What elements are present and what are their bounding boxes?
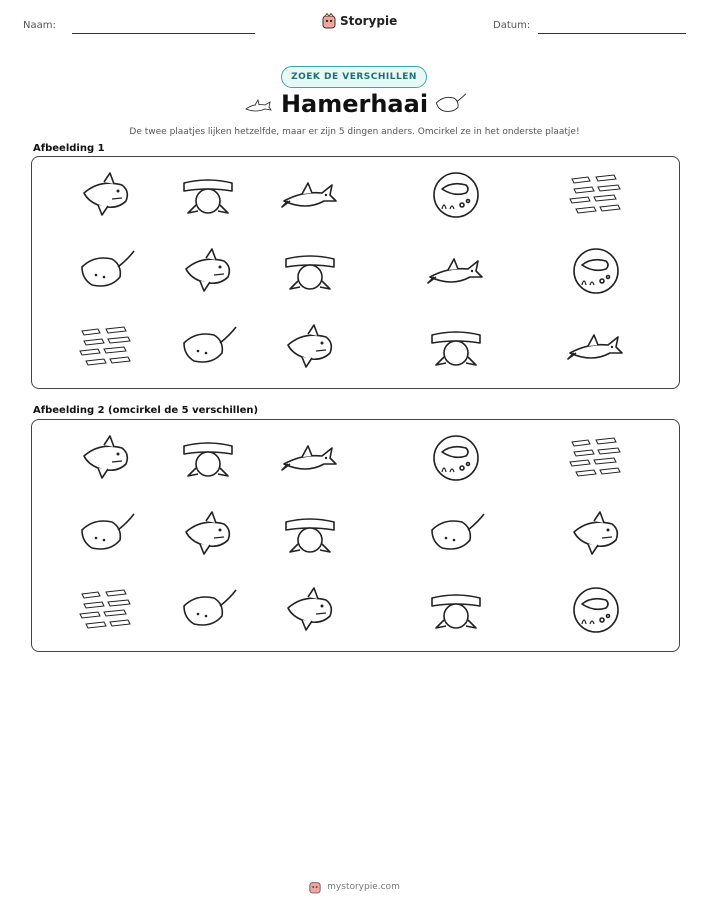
picture1-hammerhead-side-icon [566, 323, 626, 371]
picture2-shark-bubble-icon[interactable] [426, 434, 486, 482]
page-title: Hamerhaai [280, 90, 429, 118]
picture1-shark-icon [178, 247, 238, 295]
instruction-text: De twee plaatjes lijken hetzelfde, maar er zijn 5 dingen anders. Omcirkel ze in het onderste plaatje! [129, 127, 580, 137]
picture2-shark-icon[interactable] [280, 586, 340, 634]
picture1-panel [31, 156, 680, 389]
picture1-hammerhead-front-icon [178, 171, 238, 219]
picture2-stingray-icon[interactable] [178, 586, 238, 634]
picture2-shark-icon[interactable] [178, 510, 238, 558]
picture2-shark-icon[interactable] [76, 434, 136, 482]
picture1-school-icon [76, 323, 136, 371]
footer [0, 880, 709, 894]
picture2-school-icon[interactable] [76, 586, 136, 634]
spot-the-difference-badge: ZOEK DE VERSCHILLEN [281, 66, 427, 88]
date-label: Datum: [493, 20, 531, 31]
brand [322, 13, 397, 29]
picture2-stingray-icon[interactable] [76, 510, 136, 558]
stingray-icon [433, 90, 467, 118]
footer-url[interactable]: mystorypie.com [327, 882, 400, 892]
name-line[interactable] [72, 33, 255, 34]
picture1-hammerhead-side-icon [426, 247, 486, 295]
picture2-panel[interactable] [31, 419, 680, 652]
picture2-stingray-icon[interactable] [426, 510, 486, 558]
picture2-shark-icon[interactable] [566, 510, 626, 558]
picture1-shark-bubble-icon [426, 171, 486, 219]
picture1-hammerhead-front-icon [280, 247, 340, 295]
picture2-shark-bubble-icon[interactable] [566, 586, 626, 634]
picture1-shark-icon [280, 323, 340, 371]
picture2-hammerhead-side-icon[interactable] [280, 434, 340, 482]
storypie-logo-icon [309, 880, 321, 894]
date-line[interactable] [538, 33, 686, 34]
picture2-hammerhead-front-icon[interactable] [280, 510, 340, 558]
picture1-school-icon [566, 171, 626, 219]
picture1-shark-bubble-icon [566, 247, 626, 295]
storypie-logo-icon [322, 13, 336, 29]
picture2-hammerhead-front-icon[interactable] [178, 434, 238, 482]
picture1-stingray-icon [178, 323, 238, 371]
picture1-stingray-icon [76, 247, 136, 295]
picture2-hammerhead-front-icon[interactable] [426, 586, 486, 634]
picture1-shark-icon [76, 171, 136, 219]
picture1-hammerhead-side-icon [280, 171, 340, 219]
picture2-label: Afbeelding 2 (omcirkel de 5 verschillen) [33, 405, 259, 416]
picture1-label: Afbeelding 1 [33, 143, 105, 154]
name-label: Naam: [23, 20, 56, 31]
picture1-hammerhead-front-icon [426, 323, 486, 371]
picture2-school-icon[interactable] [566, 434, 626, 482]
brand-name: Storypie [340, 14, 398, 28]
